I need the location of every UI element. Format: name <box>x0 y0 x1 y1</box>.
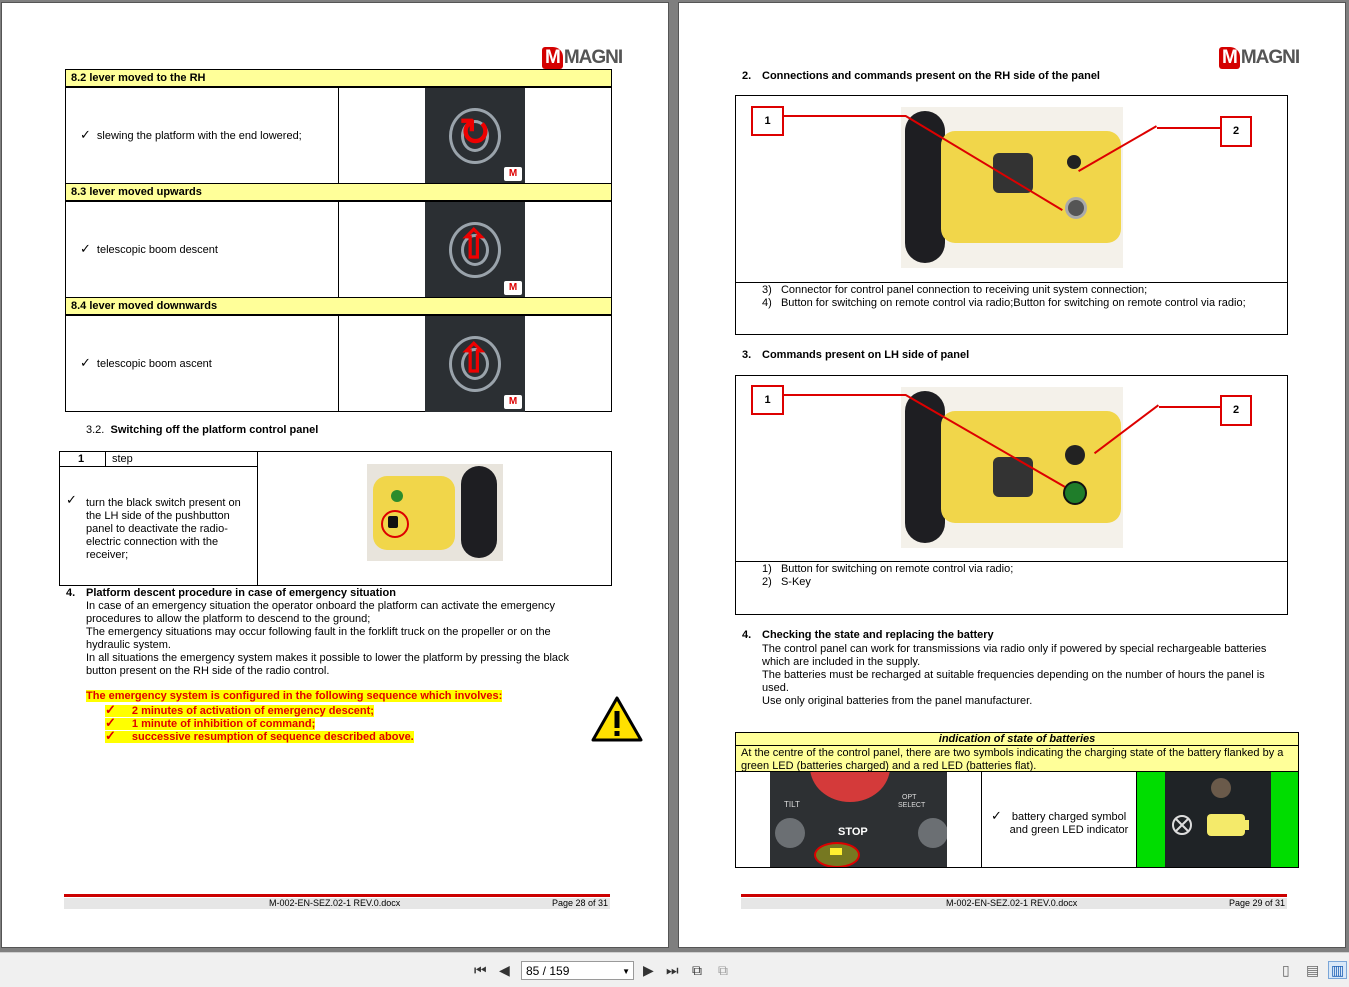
cell-divider <box>338 201 339 298</box>
callout-line <box>1157 127 1220 129</box>
callout-box-1: 1 <box>751 106 784 136</box>
magni-tag-icon: M <box>504 281 522 295</box>
battery-symbol-icon <box>830 848 842 855</box>
joystick-photo-8-3 <box>425 202 525 298</box>
item-label: slewing the platform with the end lowered; <box>96 130 302 142</box>
battery-row-text: battery charged symbol and green LED indicator <box>1009 811 1129 836</box>
step-number: 1 <box>78 453 85 465</box>
battery-led-photo <box>1137 772 1298 867</box>
prev-page-icon[interactable]: ◀ <box>499 962 510 978</box>
battery-charged-icon <box>1207 814 1245 836</box>
warning-intro <box>86 690 502 703</box>
footer-doc-name: M-002-EN-SEZ.02-1 REV.0.docx <box>946 898 1078 908</box>
battery-table-title: indication of state of batteries <box>938 733 1096 745</box>
warning-item-text: 2 minutes of activation of emergency descent; <box>131 705 374 717</box>
opt-label: OPT <box>902 794 917 801</box>
item-label: telescopic boom ascent <box>96 358 212 370</box>
section-number-2: 2. <box>742 70 752 82</box>
item-text-8-2 <box>80 128 302 143</box>
magni-logo: M MAGNI <box>1219 47 1299 69</box>
rh-item-3: 3) Connector for control panel connection to receiving unit system connection; <box>762 284 1148 296</box>
cell-divider <box>338 87 339 184</box>
item-text-8-3 <box>80 242 218 257</box>
checkmark-icon: ✓ <box>66 492 77 507</box>
single-page-view-icon[interactable]: ▯ <box>1282 962 1290 978</box>
section-title-2: Connections and commands present on the RH side of the panel <box>762 70 1100 82</box>
section-title-4: Checking the state and replacing the battery <box>762 629 994 641</box>
checkmark-icon: ✓ <box>991 808 1002 823</box>
first-page-icon[interactable]: ⏮ <box>474 962 487 978</box>
cell-divider <box>338 315 339 412</box>
up-arrow-icon: ⇧ <box>457 337 491 381</box>
last-page-icon[interactable]: ⏭ <box>666 962 679 978</box>
checkmark-icon: ✓ <box>80 127 91 142</box>
footer-rule <box>64 894 610 897</box>
viewer-toolbar <box>0 952 1349 987</box>
footer-page-number: Page 28 of 31 <box>551 898 608 908</box>
callout-line <box>1159 406 1220 408</box>
section-heading-8-2: 8.2 lever moved to the RH <box>65 69 612 87</box>
warning-item-3: ✓ successive resumption of sequence described above. <box>105 728 414 743</box>
checkmark-icon: ✓ <box>80 241 91 256</box>
fit-width-icon[interactable]: ⧉ <box>692 962 702 978</box>
descent-paragraph-1: In case of an emergency situation the operator onboard the platform can activate the emergency procedures to allow the platform to descend to the ground; <box>86 600 555 625</box>
cell-divider <box>735 282 1288 283</box>
section-heading-8-3: 8.3 lever moved upwards <box>65 183 612 201</box>
section-title: Switching off the platform control panel <box>110 424 319 436</box>
joystick-photo-8-4 <box>425 316 525 412</box>
facing-view-icon[interactable]: ▥ <box>1328 961 1347 979</box>
section-title-3: Commands present on LH side of panel <box>762 349 970 361</box>
select-label: SELECT <box>898 802 926 809</box>
document-page-left <box>1 2 669 948</box>
checkmark-icon: ✓ <box>80 355 91 370</box>
fit-page-icon[interactable]: ⧉ <box>718 962 728 978</box>
cell-divider <box>735 745 1299 746</box>
continuous-view-icon[interactable]: ▤ <box>1306 962 1320 978</box>
cell-divider <box>105 451 106 467</box>
section-number: 3.2. <box>86 424 105 436</box>
footer-rule <box>741 894 1287 897</box>
chevron-down-icon: ▼ <box>622 967 630 976</box>
step-text: turn the black switch present on the LH side of the pushbutton panel to deactivate the radio-electric connection with the receiver; <box>86 497 241 561</box>
panel-photo-lh <box>367 464 503 561</box>
brand-text: MAGNI <box>1240 47 1300 68</box>
section-heading-8-4: 8.4 lever moved downwards <box>65 297 612 315</box>
section-number-4: 4. <box>66 587 76 599</box>
callout-box-2: 2 <box>1220 116 1252 147</box>
brand-text: MAGNI <box>563 47 623 68</box>
warning-item-2: ✓ 1 minute of inhibition of command; <box>105 715 316 730</box>
descent-paragraph-3: In all situations the emergency system makes it possible to lower the platform by pressing the black button present on the RH side of the radio control. <box>86 652 570 677</box>
stop-label: STOP <box>838 826 868 838</box>
magni-tag-icon: M <box>504 395 522 409</box>
step-label: step <box>112 453 133 465</box>
warning-item-1: ✓ 2 minutes of activation of emergency descent; <box>105 702 374 717</box>
magni-logo: M MAGNI <box>542 47 622 69</box>
callout-line <box>784 394 906 396</box>
document-page-right <box>678 2 1346 948</box>
warning-triangle-icon <box>590 695 644 743</box>
footer-doc-name: M-002-EN-SEZ.02-1 REV.0.docx <box>269 898 401 908</box>
control-panel-photo <box>770 772 947 867</box>
item-label: telescopic boom descent <box>96 244 218 256</box>
warning-item-text: successive resumption of sequence described above. <box>131 731 414 743</box>
section-number-3: 3. <box>742 349 752 361</box>
next-page-icon[interactable]: ▶ <box>643 962 654 978</box>
cell-divider <box>981 771 982 868</box>
lh-item-2: 2) S-Key <box>762 576 811 588</box>
warning-item-text: 1 minute of inhibition of command; <box>131 718 316 730</box>
page-select[interactable] <box>521 961 634 980</box>
battery-paragraph-2: The batteries must be recharged at suitable frequencies depending on the number of hours the panel is used. <box>762 669 1265 694</box>
callout-box-1: 1 <box>751 385 784 415</box>
up-arrow-icon: ⇧ <box>457 223 491 267</box>
magni-tag-icon: M <box>504 167 522 181</box>
step-header <box>59 451 258 467</box>
tilt-label: TILT <box>784 800 800 809</box>
battery-paragraph-3: Use only original batteries from the panel manufacturer. <box>762 695 1033 707</box>
footer <box>64 898 610 909</box>
page-indicator: 85 / 159 <box>526 964 570 978</box>
joystick-photo-8-2 <box>425 88 525 184</box>
callout-line <box>784 115 906 117</box>
led-symbol-icon <box>1167 810 1197 840</box>
descent-paragraph-2: The emergency situations may occur following fault in the forklift truck on the propeller or on the hydraulic system. <box>86 626 551 651</box>
item-text-8-4 <box>80 356 212 371</box>
cell-divider <box>735 561 1288 562</box>
warning-intro-text: The emergency system is configured in the following sequence which involves: <box>86 690 503 702</box>
section-title-4: Platform descent procedure in case of emergency situation <box>86 587 396 599</box>
section-heading-3-2 <box>86 424 318 437</box>
lh-item-1: 1) Button for switching on remote control via radio; <box>762 563 1014 575</box>
section-number-4: 4. <box>742 629 752 641</box>
footer-page-number: Page 29 of 31 <box>1228 898 1285 908</box>
battery-table-description: At the centre of the control panel, there are two symbols indicating the charging state of the battery flanked by a green LED (batteries charged) and a red LED (batteries flat). <box>741 747 1284 772</box>
rh-item-4: 4) Button for switching on remote control via radio;Button for switching on remote control via radio; <box>762 297 1246 309</box>
callout-box-2: 2 <box>1220 395 1252 426</box>
battery-paragraph-1: The control panel can work for transmissions via radio only if powered by special rechargeable batteries which are included in the supply. <box>762 643 1267 668</box>
footer <box>741 898 1287 909</box>
cell-divider <box>257 451 258 586</box>
rotate-arrow-icon: ↻ <box>459 112 491 154</box>
